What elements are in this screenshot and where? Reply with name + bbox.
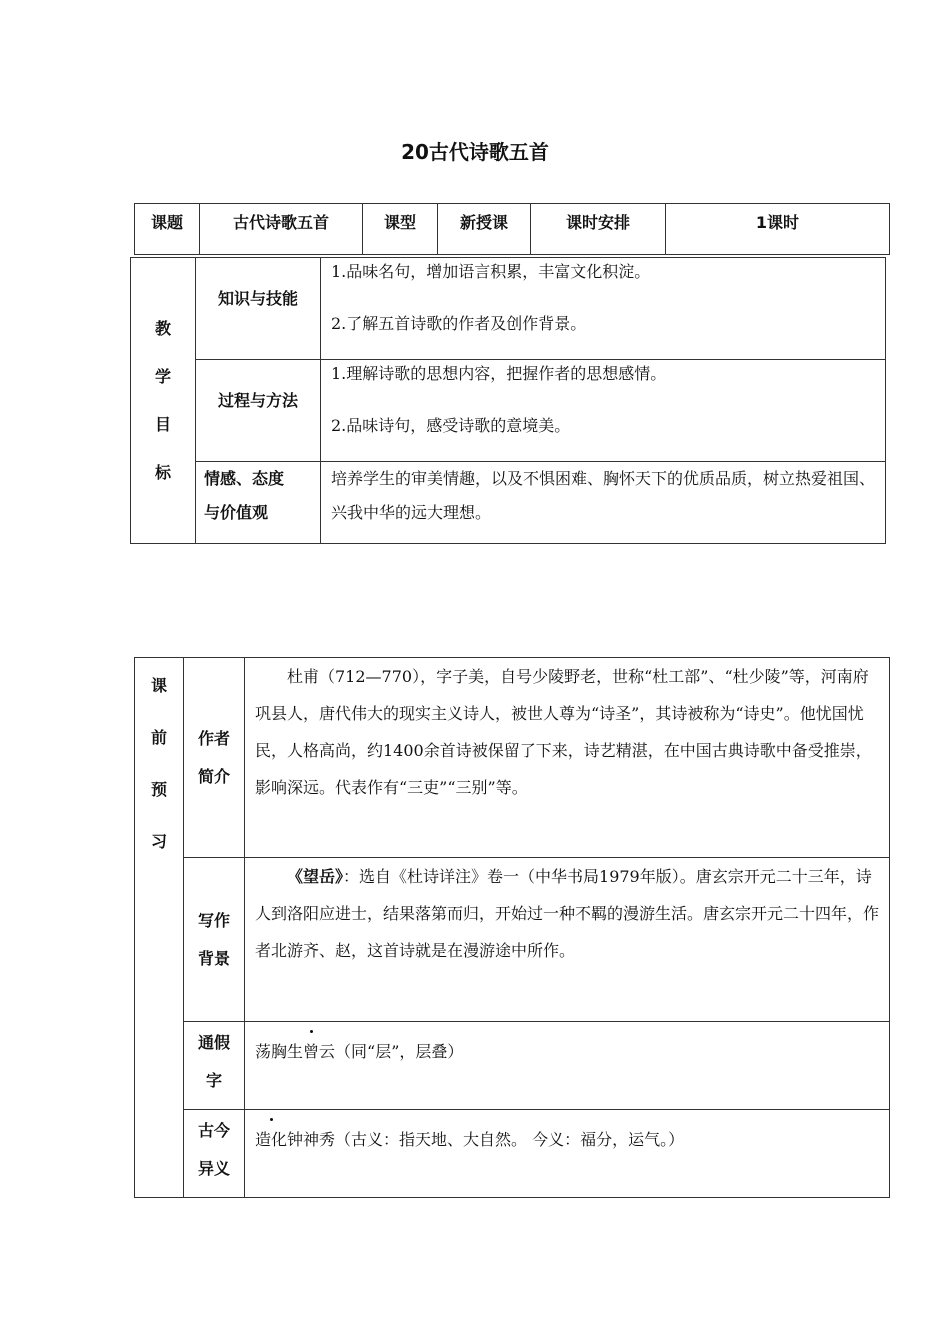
type-value: 新授课 bbox=[438, 204, 531, 255]
tongjia-post: 云（同“层”，层叠） bbox=[319, 1042, 464, 1061]
gujin-text bbox=[245, 1110, 889, 1154]
emotion-label-line: 情感、态度 bbox=[204, 469, 285, 488]
background-content bbox=[245, 858, 890, 1022]
type-label: 课型 bbox=[363, 204, 438, 255]
author-text: 杜甫（712—770），字子美，自号少陵野老，世称“杜工部”、“杜少陵”等，河南府巩县人，唐代伟大的现实主义诗人，被世人尊为“诗圣”，其诗被称为“诗史”。他忧国忧民，人格高尚，约1400余首诗被保留了下来，诗艺精湛，在中国古典诗歌中备受推崇，影响深远。代表作有“三吏”“三别”等。 bbox=[255, 667, 872, 797]
tongjia-label-line: 通假 bbox=[197, 1033, 230, 1052]
preview-side-char: 前 bbox=[150, 728, 167, 747]
preview-side-label bbox=[135, 658, 184, 1198]
goals-side-label bbox=[131, 258, 196, 544]
schedule-label: 课时安排 bbox=[531, 204, 666, 255]
gujin-label-line: 异义 bbox=[197, 1159, 230, 1178]
tongjia-dotted-char: 曾 bbox=[303, 1038, 319, 1066]
pre-class-preview-table bbox=[134, 657, 890, 1198]
background-text bbox=[245, 858, 889, 969]
background-label-line: 写作 bbox=[197, 910, 230, 930]
teaching-goals-table bbox=[130, 257, 886, 544]
author-label-line: 作者 bbox=[197, 728, 230, 748]
goals-side-char: 标 bbox=[154, 462, 171, 482]
emotion-label-line: 与价值观 bbox=[204, 503, 269, 522]
goals-side-char: 目 bbox=[154, 414, 171, 434]
goals-side-char: 学 bbox=[154, 366, 171, 386]
gujin-post: 钟神秀（古义：指天地、大自然。 今义：福分，运气。） bbox=[287, 1130, 685, 1149]
goals-side-char: 教 bbox=[154, 318, 171, 338]
emotion-label bbox=[196, 462, 321, 544]
author-label bbox=[184, 658, 245, 858]
knowledge-content bbox=[321, 258, 886, 360]
emotion-content: 培养学生的审美情趣，以及不惧困难、胸怀天下的优质品质，树立热爱祖国、兴我中华的远大理想。 bbox=[321, 462, 886, 544]
schedule-value: 1课时 bbox=[666, 204, 890, 255]
gujin-dotted-word: 造化 bbox=[255, 1126, 287, 1154]
process-item: 2.品味诗句，感受诗歌的意境美。 bbox=[331, 416, 571, 435]
author-label-line: 简介 bbox=[197, 766, 230, 786]
tongjia-label-line: 字 bbox=[205, 1071, 222, 1090]
knowledge-label: 知识与技能 bbox=[196, 258, 321, 360]
background-label bbox=[184, 858, 245, 1022]
gujin-label-line: 古今 bbox=[197, 1121, 230, 1140]
tongjia-content bbox=[245, 1022, 890, 1110]
background-bold-lead: 《望岳》 bbox=[287, 867, 344, 886]
preview-side-char: 课 bbox=[150, 676, 167, 695]
gujin-content bbox=[245, 1110, 890, 1198]
background-label-line: 背景 bbox=[197, 948, 230, 968]
process-item: 1.理解诗歌的思想内容，把握作者的思想感情。 bbox=[331, 364, 667, 383]
topic-value: 古代诗歌五首 bbox=[200, 204, 363, 255]
tongjia-pre: 荡胸生 bbox=[255, 1042, 304, 1061]
gujin-label bbox=[184, 1110, 245, 1198]
tongjia-text bbox=[245, 1022, 889, 1066]
topic-label: 课题 bbox=[135, 204, 200, 255]
knowledge-item: 2.了解五首诗歌的作者及创作背景。 bbox=[331, 314, 587, 333]
lesson-info-table bbox=[134, 203, 890, 255]
process-content bbox=[321, 360, 886, 462]
process-label: 过程与方法 bbox=[196, 360, 321, 462]
preview-side-char: 预 bbox=[150, 780, 167, 799]
background-body: ：选自《杜诗详注》卷一（中华书局1979年版）。唐玄宗开元二十三年，诗人到洛阳应进士，结果落第而归，开始过一种不羁的漫游生活。唐玄宗开元二十四年，作者北游齐、赵，这首诗就是在漫游途中所作。 bbox=[255, 867, 880, 960]
knowledge-item: 1.品味名句，增加语言积累，丰富文化积淀。 bbox=[331, 262, 651, 281]
page-title: 20古代诗歌五首 bbox=[401, 140, 549, 164]
author-content bbox=[245, 658, 890, 858]
preview-side-char: 习 bbox=[150, 832, 167, 851]
tongjia-label bbox=[184, 1022, 245, 1110]
